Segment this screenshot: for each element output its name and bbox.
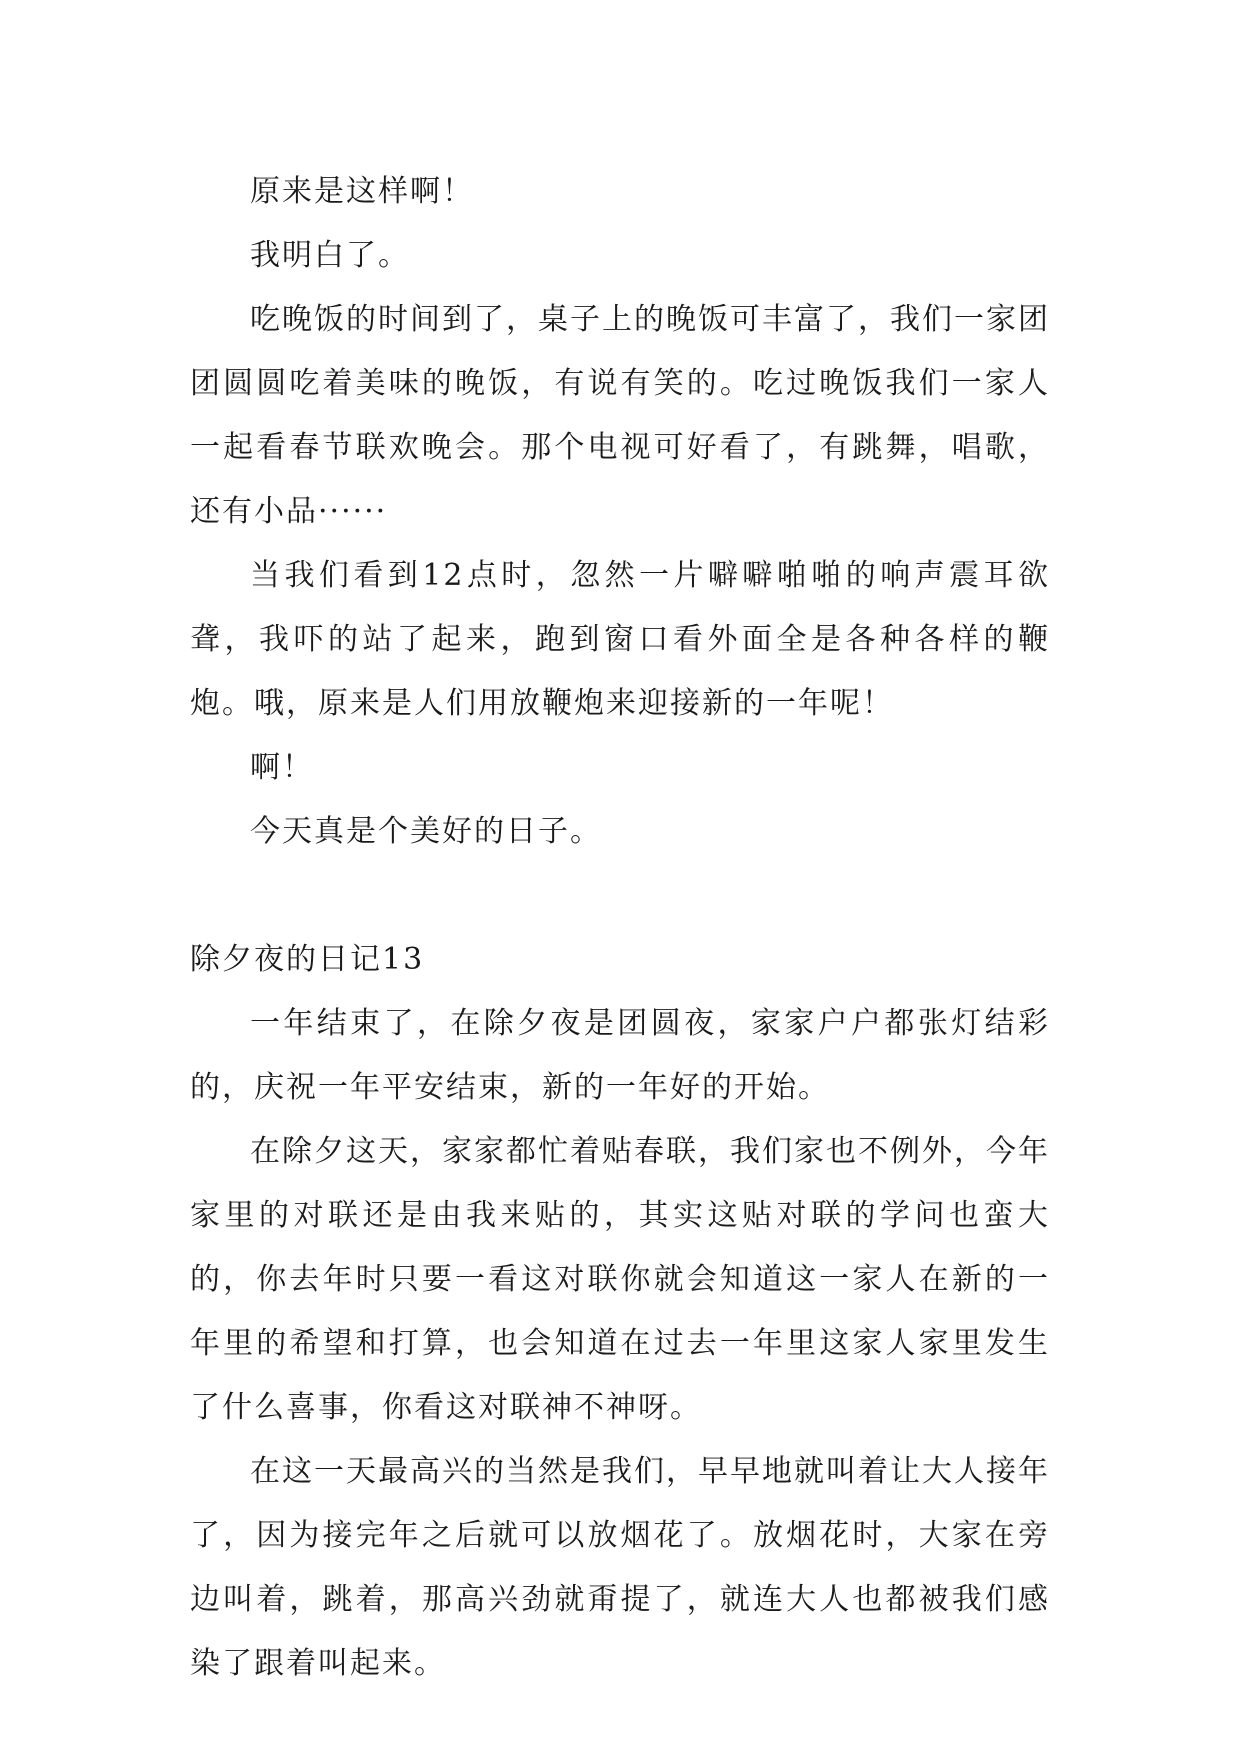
section-title: 除夕夜的日记13 <box>190 942 425 977</box>
paragraph: 吃晚饭的时间到了，桌子上的晚饭可丰富了，我们一家团团圆圆吃着美味的晚饭，有说有笑的。吃过晚饭我们一家人一起看春节联欢晚会。那个电视可好看了，有跳舞，唱歌，还有小品······ <box>190 302 1050 529</box>
paragraph: 我明白了。 <box>250 238 410 273</box>
paragraph: 原来是这样啊！ <box>250 174 474 209</box>
paragraph: 啊！ <box>250 750 314 785</box>
paragraph: 在这一天最高兴的当然是我们，早早地就叫着让大人接年了，因为接完年之后就可以放烟花了。放烟花时，大家在旁边叫着，跳着，那高兴劲就甭提了，就连大人也都被我们感染了跟着叫起来。 <box>190 1454 1050 1681</box>
paragraph: 一年结束了，在除夕夜是团圆夜，家家户户都张灯结彩的，庆祝一年平安结束，新的一年好的开始。 <box>190 1006 1050 1105</box>
paragraph: 在除夕这天，家家都忙着贴春联，我们家也不例外，今年家里的对联还是由我来贴的，其实这贴对联的学问也蛮大的，你去年时只要一看这对联你就会知道这一家人在新的一年里的希望和打算，也会知道在过去一年里这家人家里发生了什么喜事，你看这对联神不神呀。 <box>190 1134 1050 1425</box>
document-body <box>190 160 1050 1696</box>
section-gap <box>190 864 1050 928</box>
paragraph: 当我们看到12点时，忽然一片噼噼啪啪的响声震耳欲聋，我吓的站了起来，跑到窗口看外面全是各种各样的鞭炮。哦，原来是人们用放鞭炮来迎接新的一年呢！ <box>190 558 1050 721</box>
paragraph: 今天真是个美好的日子。 <box>250 814 602 849</box>
